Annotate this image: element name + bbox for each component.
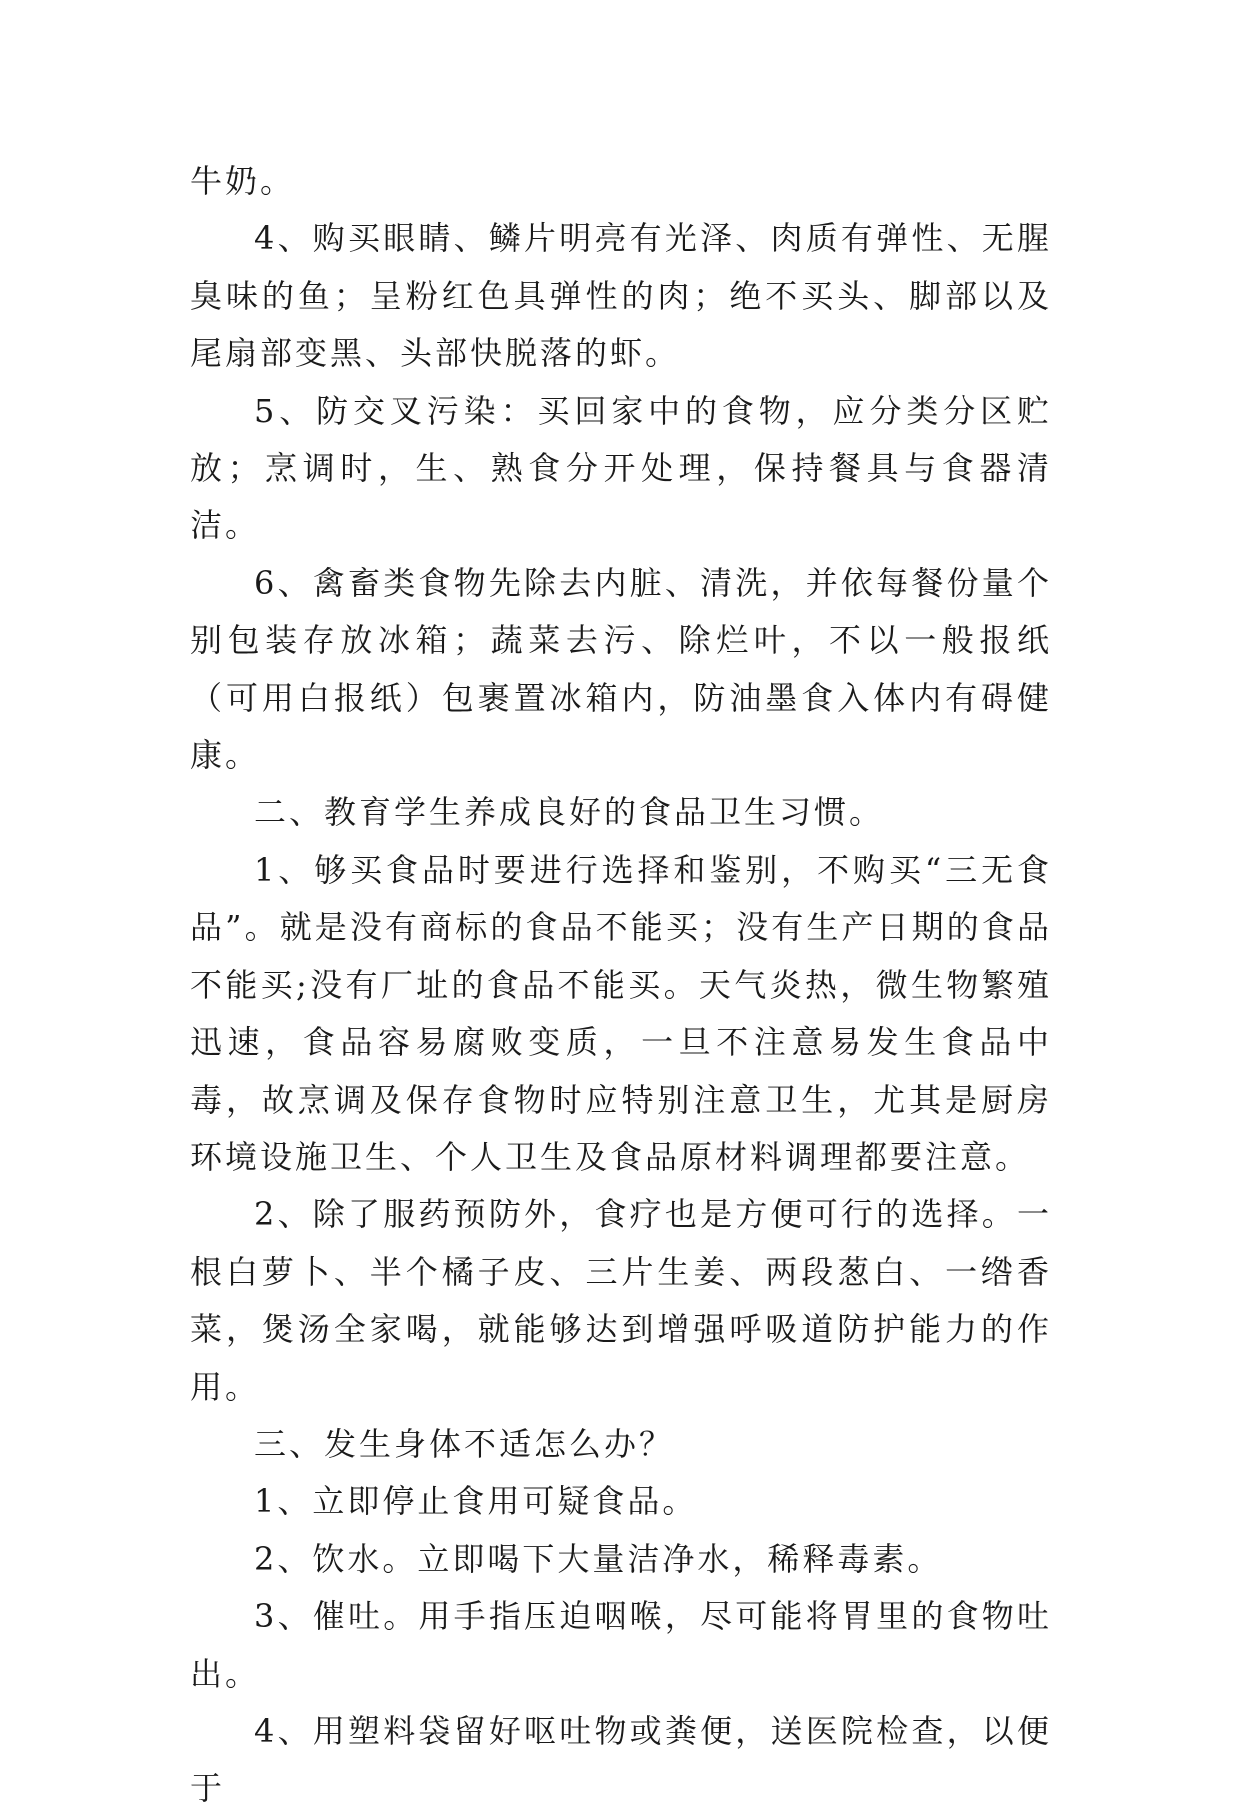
paragraph-step-1: 1、立即停止食用可疑食品。 (254, 1482, 698, 1521)
paragraph-item-6-storage: 6、禽畜类食物先除去内脏、清洗，并依每餐份量个别包装存放冰箱；蔬菜去污、除烂叶，不以一般报纸（可用白报纸）包裹置冰箱内，防油墨食入体内有碍健康。 (190, 563, 1052, 775)
section-heading-2: 二、教育学生养成良好的食品卫生习惯。 (254, 793, 885, 832)
paragraph-step-2: 2、饮水。立即喝下大量洁净水，稀释毒素。 (254, 1539, 943, 1578)
paragraph-item-1-buying-food: 1、够买食品时要进行选择和鉴别，不购买“三无食品”。就是没有商标的食品不能买；没有生产日期的食品不能买;没有厂址的食品不能买。天气炎热，微生物繁殖迅速，食品容易腐败变质，一旦不注意易发生食品中毒，故烹调及保存食物时应特别注意卫生，尤其是厨房环境设施卫生、个人卫生及食品原材料调理都要注意。 (190, 850, 1052, 1176)
paragraph-step-3: 3、催吐。用手指压迫咽喉，尽可能将胃里的食物吐出。 (190, 1597, 1052, 1693)
section-heading-3: 三、发生身体不适怎么办？ (254, 1424, 675, 1463)
document-body (190, 153, 1052, 1818)
paragraph-item-5-cross-contamination: 5、防交叉污染：买回家中的食物，应分类分区贮放；烹调时，生、熟食分开处理，保持餐具与食器清洁。 (190, 391, 1052, 545)
paragraph-step-4: 4、用塑料袋留好呕吐物或粪便，送医院检查，以便于 (190, 1711, 1052, 1808)
paragraph-continuation: 牛奶。 (190, 162, 296, 200)
paragraph-item-2-diet-therapy: 2、除了服药预防外，食疗也是方便可行的选择。一根白萝卜、半个橘子皮、三片生姜、两段葱白、一绺香菜，煲汤全家喝，就能够达到增强呼吸道防护能力的作用。 (190, 1195, 1052, 1406)
paragraph-item-4-fish-meat-shrimp: 4、购买眼睛、鳞片明亮有光泽、肉质有弹性、无腥臭味的鱼；呈粉红色具弹性的肉；绝不买头、脚部以及尾扇部变黑、头部快脱落的虾。 (190, 219, 1052, 373)
